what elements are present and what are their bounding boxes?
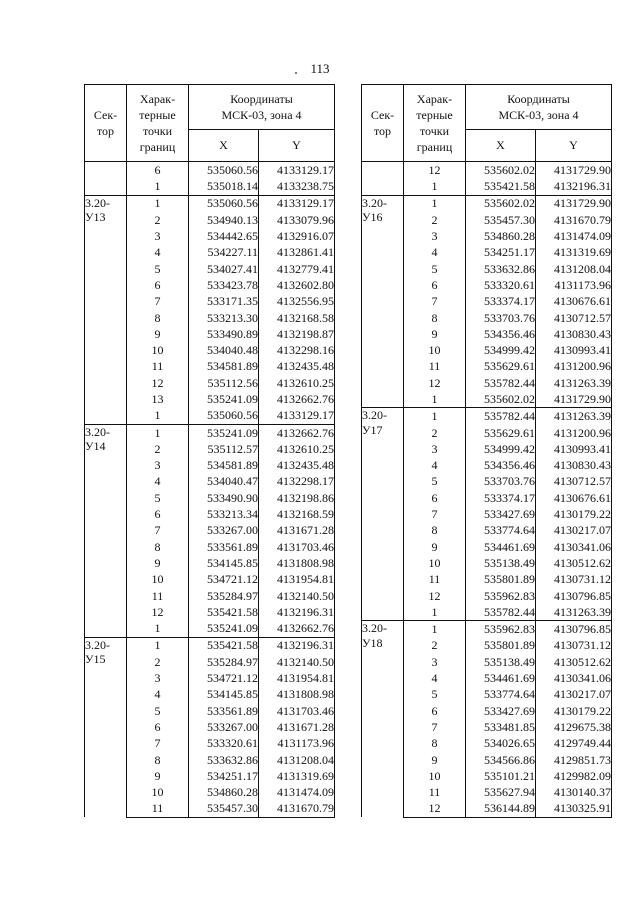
point-cell: 12 <box>404 801 466 818</box>
header-sector: Сек- тор <box>362 85 404 162</box>
table-row <box>362 195 612 212</box>
x-cell: 535421.58 <box>189 637 259 654</box>
y-cell: 4133129.17 <box>259 195 335 212</box>
point-cell: 5 <box>127 703 189 719</box>
y-cell: 4130341.06 <box>536 539 612 555</box>
y-cell: 4131173.96 <box>536 277 612 293</box>
x-cell: 533267.00 <box>189 523 259 539</box>
y-cell: 4130796.85 <box>536 588 612 604</box>
y-cell: 4131173.96 <box>259 735 335 751</box>
point-cell: 6 <box>127 506 189 522</box>
y-cell: 4132196.31 <box>536 178 612 195</box>
point-cell: 8 <box>127 752 189 768</box>
x-cell: 534356.46 <box>466 326 536 342</box>
point-cell: 11 <box>127 588 189 604</box>
y-cell: 4130731.12 <box>536 571 612 587</box>
point-cell: 8 <box>127 310 189 326</box>
x-cell: 533374.17 <box>466 490 536 506</box>
point-cell: 4 <box>404 457 466 473</box>
x-cell: 534040.48 <box>189 342 259 358</box>
y-cell: 4132916.07 <box>259 228 335 244</box>
sector-cell <box>362 162 404 196</box>
point-cell: 1 <box>127 637 189 654</box>
y-cell: 4131319.69 <box>259 768 335 784</box>
y-cell: 4129982.09 <box>536 768 612 784</box>
x-cell: 534026.65 <box>466 735 536 751</box>
point-cell: 9 <box>127 555 189 571</box>
y-cell: 4130179.22 <box>536 506 612 522</box>
point-cell: 12 <box>404 588 466 604</box>
y-cell: 4132662.76 <box>259 620 335 637</box>
header-points: Харак- терные точки границ <box>404 85 466 162</box>
y-cell: 4132779.41 <box>259 261 335 277</box>
x-cell: 534581.89 <box>189 457 259 473</box>
point-cell: 1 <box>404 408 466 425</box>
y-cell: 4131263.39 <box>536 375 612 391</box>
point-cell: 11 <box>404 784 466 800</box>
x-cell: 534040.47 <box>189 474 259 490</box>
y-cell: 4130993.41 <box>536 441 612 457</box>
y-cell: 4131263.39 <box>536 604 612 621</box>
point-cell: 12 <box>404 375 466 391</box>
x-cell: 535284.97 <box>189 654 259 670</box>
y-cell: 4132435.48 <box>259 457 335 473</box>
point-cell: 5 <box>404 474 466 490</box>
y-cell: 4130993.41 <box>536 342 612 358</box>
y-cell: 4131671.28 <box>259 523 335 539</box>
y-cell: 4133238.75 <box>259 178 335 195</box>
point-cell: 12 <box>127 375 189 391</box>
x-cell: 535241.09 <box>189 424 259 441</box>
x-cell: 534461.69 <box>466 539 536 555</box>
point-cell: 9 <box>404 539 466 555</box>
point-cell: 9 <box>127 768 189 784</box>
x-cell: 533703.76 <box>466 474 536 490</box>
y-cell: 4130341.06 <box>536 670 612 686</box>
x-cell: 535101.21 <box>466 768 536 784</box>
x-cell: 533490.89 <box>189 326 259 342</box>
x-cell: 535629.61 <box>466 359 536 375</box>
header-y: Y <box>536 129 612 161</box>
point-cell: 8 <box>404 735 466 751</box>
x-cell: 535112.56 <box>189 375 259 391</box>
y-cell: 4131670.79 <box>536 212 612 228</box>
x-cell: 535962.83 <box>466 588 536 604</box>
point-cell: 3 <box>404 654 466 670</box>
point-cell: 7 <box>127 523 189 539</box>
point-cell: 11 <box>404 359 466 375</box>
y-cell: 4132168.59 <box>259 506 335 522</box>
y-cell: 4129851.73 <box>536 752 612 768</box>
point-cell: 10 <box>127 784 189 800</box>
point-cell: 1 <box>127 178 189 195</box>
x-cell: 535801.89 <box>466 571 536 587</box>
header-sector: Сек- тор <box>85 85 127 162</box>
x-cell: 534999.42 <box>466 342 536 358</box>
x-cell: 533423.78 <box>189 277 259 293</box>
x-cell: 535060.56 <box>189 162 259 179</box>
x-cell: 533561.89 <box>189 539 259 555</box>
y-cell: 4133129.17 <box>259 162 335 179</box>
point-cell: 6 <box>404 277 466 293</box>
point-cell: 7 <box>404 293 466 309</box>
point-cell: 4 <box>127 687 189 703</box>
y-cell: 4130140.37 <box>536 784 612 800</box>
sector-cell <box>85 162 127 196</box>
x-cell: 534356.46 <box>466 457 536 473</box>
point-cell: 10 <box>404 768 466 784</box>
y-cell: 4130796.85 <box>536 621 612 638</box>
table-row <box>85 195 335 212</box>
x-cell: 535602.02 <box>466 162 536 179</box>
x-cell: 534145.85 <box>189 687 259 703</box>
x-cell: 535421.58 <box>466 178 536 195</box>
page-number: 113 <box>310 61 330 76</box>
header-coords-title: Координаты МСК-03, зона 4 <box>466 85 612 130</box>
point-cell: 1 <box>127 424 189 441</box>
table-row <box>85 162 335 179</box>
point-cell: 2 <box>404 638 466 654</box>
x-cell: 533774.64 <box>466 523 536 539</box>
y-cell: 4132168.58 <box>259 310 335 326</box>
y-cell: 4132140.50 <box>259 654 335 670</box>
y-cell: 4131670.79 <box>259 801 335 818</box>
point-cell: 10 <box>127 342 189 358</box>
coordinates-table-right <box>361 84 612 818</box>
point-cell: 10 <box>404 555 466 571</box>
y-cell: 4132196.31 <box>259 604 335 620</box>
x-cell: 533632.86 <box>189 752 259 768</box>
point-cell: 5 <box>404 261 466 277</box>
table-body <box>85 162 335 818</box>
y-cell: 4132610.25 <box>259 375 335 391</box>
table-row <box>85 424 335 441</box>
header-x: X <box>189 129 259 161</box>
y-cell: 4130179.22 <box>536 703 612 719</box>
x-cell: 533427.69 <box>466 703 536 719</box>
point-cell: 12 <box>127 604 189 620</box>
x-cell: 535457.30 <box>189 801 259 818</box>
y-cell: 4131263.39 <box>536 408 612 425</box>
x-cell: 534721.12 <box>189 571 259 587</box>
x-cell: 534999.42 <box>466 441 536 457</box>
x-cell: 535782.44 <box>466 375 536 391</box>
sector-cell: 3.20- У13 <box>85 195 127 424</box>
x-cell: 534566.86 <box>466 752 536 768</box>
x-cell: 534461.69 <box>466 670 536 686</box>
point-cell: 5 <box>127 261 189 277</box>
y-cell: 4131474.09 <box>536 228 612 244</box>
point-cell: 7 <box>127 735 189 751</box>
x-cell: 533320.61 <box>189 735 259 751</box>
point-cell: 1 <box>127 620 189 637</box>
point-cell: 1 <box>404 391 466 408</box>
table-row <box>362 162 612 179</box>
y-cell: 4131200.96 <box>536 425 612 441</box>
y-cell: 4131208.04 <box>259 752 335 768</box>
x-cell: 533774.64 <box>466 687 536 703</box>
x-cell: 533490.90 <box>189 490 259 506</box>
x-cell: 534442.65 <box>189 228 259 244</box>
x-cell: 535138.49 <box>466 555 536 571</box>
x-cell: 535782.44 <box>466 408 536 425</box>
y-cell: 4130712.57 <box>536 474 612 490</box>
point-cell: 10 <box>404 342 466 358</box>
y-cell: 4131729.90 <box>536 195 612 212</box>
y-cell: 4132140.50 <box>259 588 335 604</box>
y-cell: 4131319.69 <box>536 244 612 260</box>
y-cell: 4130512.62 <box>536 654 612 670</box>
sector-cell: 3.20- У14 <box>85 424 127 637</box>
sector-cell: 3.20- У17 <box>362 408 404 621</box>
y-cell: 4131208.04 <box>536 261 612 277</box>
point-cell: 8 <box>404 310 466 326</box>
table-row <box>362 408 612 425</box>
x-cell: 534251.17 <box>189 768 259 784</box>
point-cell: 4 <box>404 244 466 260</box>
x-cell: 533213.34 <box>189 506 259 522</box>
x-cell: 534860.28 <box>189 784 259 800</box>
y-cell: 4130731.12 <box>536 638 612 654</box>
x-cell: 534940.13 <box>189 212 259 228</box>
x-cell: 535602.02 <box>466 391 536 408</box>
x-cell: 535602.02 <box>466 195 536 212</box>
point-cell: 3 <box>127 670 189 686</box>
y-cell: 4131703.46 <box>259 703 335 719</box>
y-cell: 4132298.17 <box>259 474 335 490</box>
point-cell: 11 <box>127 801 189 818</box>
table-body <box>362 162 612 818</box>
y-cell: 4130712.57 <box>536 310 612 326</box>
point-cell: 7 <box>404 506 466 522</box>
point-cell: 13 <box>127 391 189 407</box>
coordinates-table-left <box>84 84 335 818</box>
x-cell: 534227.11 <box>189 244 259 260</box>
point-cell: 11 <box>127 359 189 375</box>
y-cell: 4132662.76 <box>259 424 335 441</box>
y-cell: 4132198.86 <box>259 490 335 506</box>
y-cell: 4132196.31 <box>259 637 335 654</box>
y-cell: 4130830.43 <box>536 326 612 342</box>
point-cell: 1 <box>404 195 466 212</box>
y-cell: 4131474.09 <box>259 784 335 800</box>
header-coords-title: Координаты МСК-03, зона 4 <box>189 85 335 130</box>
y-cell: 4132435.48 <box>259 359 335 375</box>
y-cell: 4132861.41 <box>259 244 335 260</box>
point-cell: 2 <box>404 212 466 228</box>
point-cell: 2 <box>127 654 189 670</box>
x-cell: 535241.09 <box>189 620 259 637</box>
point-cell: 7 <box>127 293 189 309</box>
point-cell: 1 <box>127 195 189 212</box>
x-cell: 534145.85 <box>189 555 259 571</box>
table-row <box>85 637 335 654</box>
point-cell: 10 <box>127 571 189 587</box>
point-cell: 2 <box>404 425 466 441</box>
x-cell: 535629.61 <box>466 425 536 441</box>
x-cell: 533171.35 <box>189 293 259 309</box>
y-cell: 4133129.17 <box>259 407 335 424</box>
point-cell: 4 <box>404 670 466 686</box>
y-cell: 4133079.96 <box>259 212 335 228</box>
y-cell: 4130830.43 <box>536 457 612 473</box>
point-cell: 7 <box>404 719 466 735</box>
sector-cell: 3.20- У15 <box>85 637 127 817</box>
point-cell: 11 <box>404 571 466 587</box>
x-cell: 535241.09 <box>189 391 259 407</box>
y-cell: 4130676.61 <box>536 293 612 309</box>
x-cell: 535138.49 <box>466 654 536 670</box>
x-cell: 535782.44 <box>466 604 536 621</box>
point-cell: 4 <box>127 474 189 490</box>
header-points: Харак- терные точки границ <box>127 85 189 162</box>
x-cell: 533374.17 <box>466 293 536 309</box>
x-cell: 535627.94 <box>466 784 536 800</box>
y-cell: 4131954.81 <box>259 670 335 686</box>
y-cell: 4131808.98 <box>259 687 335 703</box>
scan-dot <box>295 72 297 74</box>
x-cell: 534251.17 <box>466 244 536 260</box>
sector-cell: 3.20- У16 <box>362 195 404 408</box>
point-cell: 9 <box>127 326 189 342</box>
y-cell: 4131671.28 <box>259 719 335 735</box>
point-cell: 1 <box>404 621 466 638</box>
point-cell: 8 <box>404 523 466 539</box>
x-cell: 534027.41 <box>189 261 259 277</box>
y-cell: 4131703.46 <box>259 539 335 555</box>
point-cell: 1 <box>127 407 189 424</box>
x-cell: 534721.12 <box>189 670 259 686</box>
point-cell: 3 <box>127 228 189 244</box>
point-cell: 6 <box>127 277 189 293</box>
y-cell: 4130217.07 <box>536 687 612 703</box>
x-cell: 533561.89 <box>189 703 259 719</box>
header-y: Y <box>259 129 335 161</box>
point-cell: 8 <box>127 539 189 555</box>
point-cell: 9 <box>404 326 466 342</box>
x-cell: 533267.00 <box>189 719 259 735</box>
y-cell: 4129749.44 <box>536 735 612 751</box>
x-cell: 535112.57 <box>189 441 259 457</box>
x-cell: 534581.89 <box>189 359 259 375</box>
point-cell: 3 <box>404 228 466 244</box>
x-cell: 535962.83 <box>466 621 536 638</box>
y-cell: 4132198.87 <box>259 326 335 342</box>
y-cell: 4132298.16 <box>259 342 335 358</box>
point-cell: 6 <box>404 490 466 506</box>
y-cell: 4129675.38 <box>536 719 612 735</box>
x-cell: 533213.30 <box>189 310 259 326</box>
x-cell: 535421.58 <box>189 604 259 620</box>
point-cell: 2 <box>127 441 189 457</box>
y-cell: 4130217.07 <box>536 523 612 539</box>
point-cell: 12 <box>404 162 466 179</box>
point-cell: 5 <box>127 490 189 506</box>
y-cell: 4131729.90 <box>536 391 612 408</box>
point-cell: 9 <box>404 752 466 768</box>
x-cell: 533481.85 <box>466 719 536 735</box>
sector-cell: 3.20- У18 <box>362 621 404 818</box>
x-cell: 533703.76 <box>466 310 536 326</box>
y-cell: 4131808.98 <box>259 555 335 571</box>
x-cell: 535018.14 <box>189 178 259 195</box>
x-cell: 535801.89 <box>466 638 536 654</box>
point-cell: 2 <box>127 212 189 228</box>
point-cell: 1 <box>404 604 466 621</box>
y-cell: 4132556.95 <box>259 293 335 309</box>
x-cell: 533632.86 <box>466 261 536 277</box>
point-cell: 6 <box>127 719 189 735</box>
header-x: X <box>466 129 536 161</box>
y-cell: 4131200.96 <box>536 359 612 375</box>
x-cell: 536144.89 <box>466 801 536 818</box>
x-cell: 533320.61 <box>466 277 536 293</box>
x-cell: 535284.97 <box>189 588 259 604</box>
point-cell: 4 <box>127 244 189 260</box>
point-cell: 3 <box>127 457 189 473</box>
table-row <box>362 621 612 638</box>
y-cell: 4131954.81 <box>259 571 335 587</box>
point-cell: 1 <box>404 178 466 195</box>
point-cell: 6 <box>404 703 466 719</box>
x-cell: 534860.28 <box>466 228 536 244</box>
y-cell: 4130512.62 <box>536 555 612 571</box>
x-cell: 535060.56 <box>189 407 259 424</box>
x-cell: 533427.69 <box>466 506 536 522</box>
y-cell: 4132602.80 <box>259 277 335 293</box>
y-cell: 4131729.90 <box>536 162 612 179</box>
x-cell: 535457.30 <box>466 212 536 228</box>
y-cell: 4132610.25 <box>259 441 335 457</box>
y-cell: 4130325.91 <box>536 801 612 818</box>
point-cell: 6 <box>127 162 189 179</box>
point-cell: 3 <box>404 441 466 457</box>
y-cell: 4132662.76 <box>259 391 335 407</box>
x-cell: 535060.56 <box>189 195 259 212</box>
point-cell: 5 <box>404 687 466 703</box>
y-cell: 4130676.61 <box>536 490 612 506</box>
